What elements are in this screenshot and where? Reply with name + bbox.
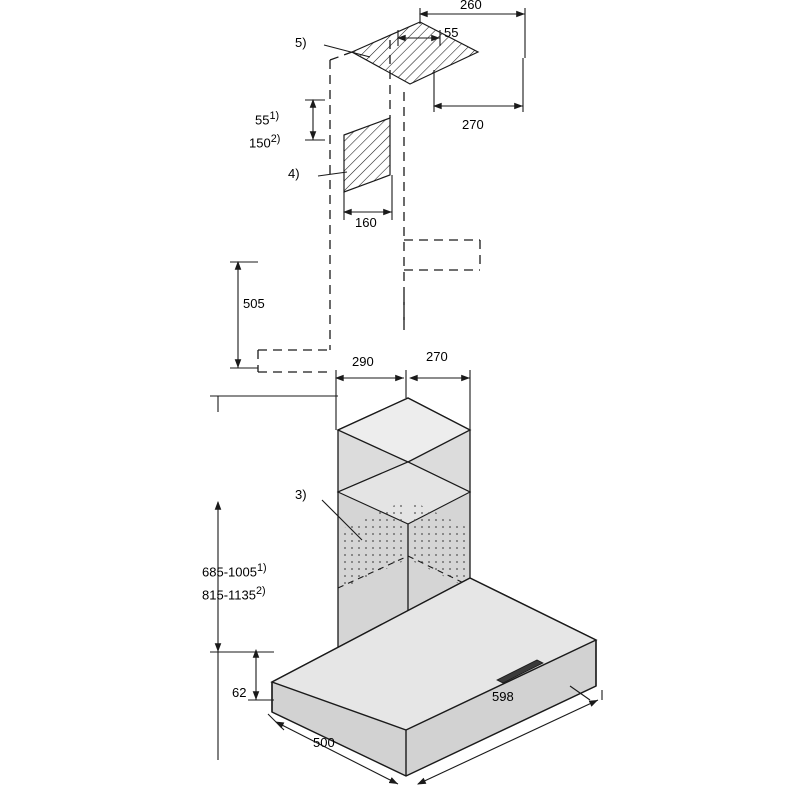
dim-505 — [230, 262, 258, 368]
duct-construction-lines — [258, 40, 480, 372]
hood-body-assembly — [210, 370, 602, 784]
dim-note-1: 1) — [269, 110, 280, 122]
dim-label-815-1135 — [202, 585, 266, 604]
callout-label-5: 5) — [295, 35, 307, 50]
dim-value-815-1135: 815-1135 — [202, 587, 256, 603]
dim-label-270-top: 270 — [462, 117, 484, 132]
dim-note-1b: 1) — [256, 562, 267, 574]
dim-label-598: 598 — [492, 689, 514, 704]
dim-label-290: 290 — [352, 354, 374, 369]
dim-55-150-vertical — [305, 100, 325, 140]
dim-note-2b: 2) — [255, 585, 266, 597]
dim-value-150: 150 — [249, 135, 271, 151]
dim-label-500: 500 — [313, 735, 335, 750]
dim-label-55-top: 55 — [444, 25, 459, 40]
dim-label-260: 260 — [460, 0, 482, 12]
callout-label-3: 3) — [295, 487, 307, 502]
callout-4-leader — [318, 172, 347, 176]
dim-value-55: 55 — [255, 112, 270, 128]
dim-label-270-body: 270 — [426, 349, 448, 364]
dim-label-62: 62 — [232, 685, 247, 700]
wall-outlet-plate — [344, 118, 390, 192]
callout-label-4: 4) — [288, 166, 300, 181]
ceiling-outlet-plate — [352, 22, 478, 84]
dim-label-505: 505 — [243, 296, 265, 311]
dim-label-55-1 — [255, 110, 279, 129]
dim-label-150-2 — [249, 133, 280, 152]
upper-duct-assembly — [230, 8, 525, 372]
dim-value-685-1005: 685-1005 — [202, 564, 257, 580]
dim-note-2: 2) — [270, 133, 281, 145]
dim-label-685-1005 — [202, 562, 267, 581]
dim-62 — [248, 650, 274, 700]
dim-label-160: 160 — [355, 215, 377, 230]
